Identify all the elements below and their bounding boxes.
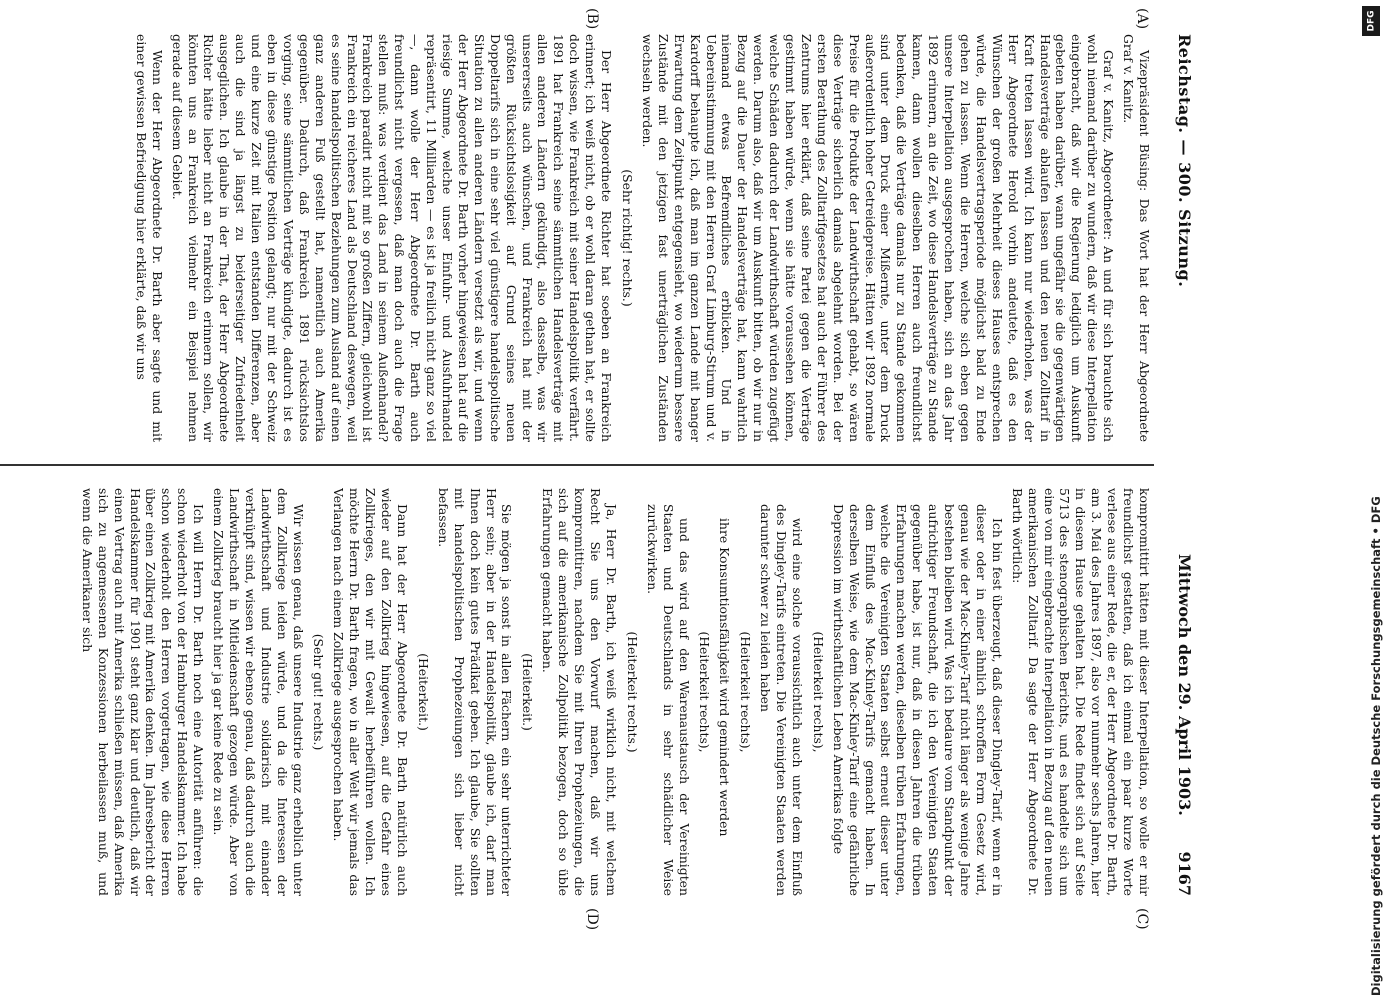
page-number: 9167 [1175,851,1194,896]
quoted-passage [644,488,692,896]
margin-marker-c: (C) [1134,908,1150,930]
paragraph: Ich will Herrn Dr. Barth noch eine Autorität anführen: die schon wiederholt von der Hamburger Handelskammer. Ich habe schon wiederholt den Herren vorgetragen, wie diese Herren über einen Zollkrieg mit Amerika denken. Im Jahresbericht der Handelskammer für 1901 steht ganz klar und deutlich, daß wir einen Vertrag auch mit Amerika schließen müssen, daß Amerika sich zu angemessenen Konzessionen herbeilassen muß, und wenn die Amerikaner sich [79,488,207,896]
page-content [0,8,1200,931]
interjection: (Heiterkeit rechts), [810,631,826,753]
interjection: (Heiterkeit.) [520,653,536,731]
margin-marker-b: (B) [584,8,600,30]
interjection: (Sehr richtig! rechts.) [620,169,635,307]
interjection: (Heiterkeit rechts), [738,631,754,753]
left-text-column [0,34,1152,442]
dfg-logo [1362,6,1380,36]
right-text-column [0,488,1152,896]
quoted-passage [757,488,805,896]
interjection: (Heiterkeit.) [415,653,431,731]
dfg-logo-text: DFG [1366,10,1377,32]
paragraph: kompromittirt hätten mit dieser Interpellation, so wolle er mir freundlichst gestatten, daß ich einmal ein paar kurze Worte verlese aus einer Rede, die er, der Herr Abgeordnete Dr. Barth, am 3. Mai des Jahres 1897, also vor nunmehr sechs Jahren, hier in diesem Hause gehalten hat. Die Rede findet sich auf Seite 5713 des stenographischen Berichts, und es handelte sich um eine von mir eingebrachte Interpellation in Bezug auf den neuen amerikanischen Zolltarif. Da sagte der Herr Abgeordnete Dr. Barth wörtlich: [1009,488,1152,896]
running-head [1164,34,1200,896]
quoted-passage [830,488,1005,896]
quoted-passage [716,488,732,896]
running-head-left: Reichstag. — 300. Sitzung. [1175,34,1194,288]
margin-marker-a: (A) [1134,8,1150,30]
paragraph: Der Herr Abgeordnete Richter hat soeben an Frankreich erinnert; ich weiß nicht, ob er wohl daran gethan hat, er sollte doch wissen, wie Frankreich mit seiner Handelspolitik verfährt. 1891 hat Frankreich seine sämmtlichen Handelsverträge mit allen anderen Ländern gekündigt, also dasselbe, was wir unsererseits auch wünschen, und Frankreich hat mit der größten Rücksichtslosigkeit auf Grund seines neuen Doppeltarifs sich in eine sehr viel günstigere handelspolitische Situation zu allen anderen Ländern versetzt als wir, und wenn der Herr Abgeordnete Dr. Barth vorher hingewiesen hat auf die riesige Summe, welche unser Einfuhr- und Ausfuhrhandel repräsentirt, 11 Milliarden — es ist ja freilich nicht ganz so viel —, dann wolle der Herr Abgeordnete Dr. Barth auch freundlichst nicht vergessen, daß man doch auch die Frage stellen muß: was verdient das Land in seinem Außenhandel? Frankreich paradirt nicht mit so großen Ziffern, gleichwohl ist Frankreich ein reicheres Land als Deutschland deswegen, weil es seine handelspolitischen Beziehungen zum Ausland auf einen ganz anderen Fuß gestellt hat, namentlich auch Amerika gegenüber. Dadurch, daß Frankreich 1891 rücksichtslos vorging, seine sämmtlichen Verträge kündigte, dadurch ist es eben in diese günstige Position gelangt; nur mit der Schweiz und eine kurze Zeit mit Italien entstanden Differenzen, aber auch die sind ja längst zu beiderseitiger Zufriedenheit ausgeglichen. Ich glaube in der That, der Herr Abgeordnete Richter hätte lieber nicht an Frankreich erinnern sollen, wir könnten uns an Frankreich vielmehr ein Beispiel nehmen gerade auf diesem Gebiet. [169,34,615,442]
interjection: (Heiterkeit rechts.) [624,631,640,753]
quote-text: wird eine solche voraussichtlich auch unter dem Einfluß des Dingley-Tarifs eintreten. Die Vereinigten Staaten werden darunter schwer zu leiden haben [758,504,805,896]
interjection: (Heiterkeit rechts), [697,631,713,753]
paragraph: Vizepräsident Büsing: Das Wort hat der Herr Abgeordnete Graf v. Kanitz. [1121,34,1152,442]
digitization-note: Digitalisierung gefördert durch die Deutsche Forschungsgemeinschaft • DFG [1369,496,1383,996]
column-divider [0,464,1154,466]
paragraph: Sie mögen ja sonst in allen Fächern ein sehr unterrichteter Herr sein; aber in der Handelspolitik, glaube ich, darf man Ihnen doch kein gutes Prädikat geben. Ich glaube, Sie sollten mit handelspolitischen Prophezeiungen sich lieber nicht befassen. [435,488,515,896]
quote-text: und das wird auf den Warenaustausch der Vereinigten Staaten und Deutschlands in sehr schädlicher Weise zurückwirken. [644,504,692,896]
paragraph: Graf v. Kanitz, Abgeordneter: An und für sich brauchte sich wohl niemand darüber zu wundern, daß wir diese Interpellation eingebracht, daß wir die Regierung lediglich um Auskunft gebeten haben darüber, wann ungefähr sie die gegenwärtigen Handelsverträge ablaufen lassen und den neuen Zolltarif in Kraft treten lassen wird. Ich kann nur wiederholen, was der Herr Abgeordnete Herold vorhin andeutete, daß es den Wünschen der großen Mehrheit dieses Hauses entsprechen würde, die Handelsvertragsperiode möglichst bald zu Ende gehen zu lassen. Wenn die Herren, welche sich eben gegen unsere Interpellation ausgesprochen haben, sich an das Jahr 1892 erinnern, an die Zeit, wo diese Handelsverträge zu Stande kamen, dann wollen dieselben Herren auch freundlichst bedenken, daß die Verträge damals nur zu Stande gekommen sind unter dem Druck einer Mißernte, unter dem Druck außerordentlich hoher Getreidepreise. Hätten wir 1892 normale Preise für die Produkte der Landwirthschaft gehabt, so wären diese Verträge sicherlich damals abgelehnt worden. Bei der ersten Berathung des Zolltarifgesetzes hat auch der Führer des Zentrums hier erklärt, daß seine Partei gegen die Verträge gestimmt haben würde, wenn sie hätte voraussehen können, welche Schäden dadurch der Landwirthschaft würden zugefügt werden. Darum also, daß wir um Auskunft bitten, ob wir nur in Bezug auf die Dauer der Handelsverträge hat, kann wahrlich niemand etwas Befremdliches erblicken. Und in Uebereinstimmung mit den Herren Graf Limburg-Stirum und v. Kardorff behaupte ich, daß man im ganzen Lande mit banger Erwartung dem Zeitpunkt entgegensieht, wo wiederum bessere Zustände mit den jetzigen fast unerträglichen Zuständen wechseln werden. [639,34,1117,442]
running-head-date: Mittwoch den 29. April 1903. [1175,554,1194,816]
paragraph: Wir wissen genau, daß unsere Industrie ganz erheblich unter dem Zollkriege leiden würde, und da die Interessen der Landwirthschaft und Industrie solidarisch mit einander verknüpft sind, wissen wir ebenso genau, daß dadurch auch die Landwirthschaft in Mitleidenschaft gezogen würde. Aber von einem Zollkrieg braucht hier ja gar keine Rede zu sein. [211,488,306,896]
paragraph: Ja, Herr Dr. Barth, ich weiß wirklich nicht, mit welchem Recht Sie uns den Vorwurf machen, daß wir uns kompromittiren, nachdem Sie mit Ihren Prophezeiungen, die sich auf die amerikanische Zollpolitik bezogen, doch so üble Erfahrungen gemacht haben. [540,488,619,896]
quote-text: ihre Konsumtionsfähigkeit wird gemindert werden [717,518,733,837]
paragraph: Wenn der Herr Abgeordnete Dr. Barth aber sagte und mit einer gewissen Befriedigung hier erklärte, daß wir uns [133,34,165,442]
paragraph: Dann hat der Herr Abgeordnete Dr. Barth natürlich auch wieder auf den Zollkrieg hingewiesen, auf die Gefahr eines Zollkrieges, den wir mit Gewalt herbeiführen wollen. Ich möchte Herrn Dr. Barth fragen, wo in aller Welt wir jemals das Verlangen nach einem Zollkriege ausgesprochen haben. [331,488,411,896]
margin-marker-d: (D) [584,908,600,931]
quote-text: Ich bin fest überzeugt, daß dieser Dingley-Tarif, wenn er in dieser oder in einer ähnlich schroffen Form Gesetz wird, genau wie der Mac-Kinley-Tarif nicht länger als wenige Jahre bestehen bleiben wird. Was ich bedaure vom Standpunkt der aufrichtiger Freundschaft, die ich den Vereinigten Staaten gegenüber habe, ist nur, daß in diesen Jahren die trüben Erfahrungen machen werden, dieselben trüben Erfahrungen, welche die Vereinigten Staaten selbst erneut dieser unter dem Einfluß des Mac-Kinley-Tarifs gemacht haben. In derselben Weise, wie dem Mac-Kinley-Tarif eine gefährliche Depression im wirthschaftlichen Leben Amerikas folgte [830,504,1005,896]
interjection: (Sehr gut! rechts.) [311,633,327,751]
